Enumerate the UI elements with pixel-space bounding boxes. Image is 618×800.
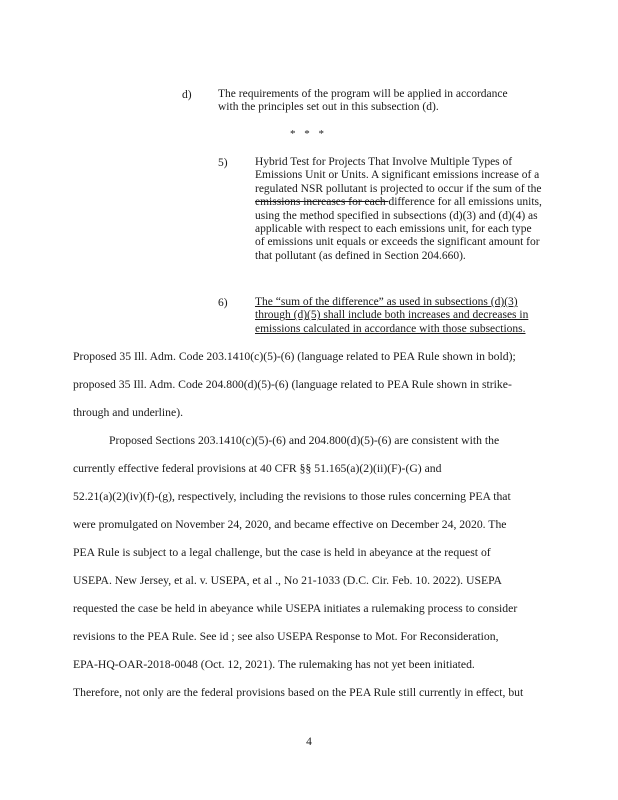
item-6-text	[255, 296, 543, 336]
citation-line-2: proposed 35 Ill. Adm. Code 204.800(d)(5)-(6) (language related to PEA Rule shown in strike-	[73, 378, 512, 391]
paragraph-line-2: currently effective federal provisions at 40 CFR §§ 51.165(a)(2)(ii)(F)-(G) and	[73, 462, 442, 475]
page-number: 4	[306, 736, 312, 748]
paragraph-line-1: Proposed Sections 203.1410(c)(5)-(6) and 204.800(d)(5)-(6) are consistent with the	[109, 434, 500, 447]
item-5-text-after: difference for all emissions units, using the method specified in subsections (d)(3) and (d)(4) as applicable with respect to each emissions unit, for each type of emissions unit equals or exceeds the significant amount for that pollutant (as defined in Section 204.660).	[255, 196, 542, 262]
paragraph-line-10: Therefore, not only are the federal provisions based on the PEA Rule still currently in effect, but	[73, 686, 524, 699]
item-5-marker: 5)	[218, 157, 228, 169]
citation-line-1: Proposed 35 Ill. Adm. Code 203.1410(c)(5)-(6) (language related to PEA Rule shown in bold);	[73, 350, 516, 363]
item-5-text	[255, 156, 543, 263]
ellipsis-stars: * * *	[290, 128, 327, 140]
paragraph-line-9: EPA-HQ-OAR-2018-0048 (Oct. 12, 2021). The rulemaking has not yet been initiated.	[73, 658, 475, 671]
item-5-text-before: Hybrid Test for Projects That Involve Multiple Types of Emissions Unit or Units. A significant emissions increase of a regulated NSR pollutant is projected to occur if the sum of the	[255, 156, 542, 195]
paragraph-line-8: revisions to the PEA Rule. See id ; see also USEPA Response to Mot. For Reconsideration,	[73, 630, 499, 643]
item-d-marker: d)	[182, 89, 192, 101]
paragraph-line-6: USEPA. New Jersey, et al. v. USEPA, et al ., No 21-1033 (D.C. Cir. Feb. 10. 2022). USEPA	[73, 574, 502, 587]
item-5-struck-text: emissions increases for each	[255, 196, 389, 209]
paragraph-line-4: were promulgated on November 24, 2020, and became effective on December 24, 2020. The	[73, 518, 507, 531]
item-6-marker: 6)	[218, 297, 228, 309]
paragraph-line-5: PEA Rule is subject to a legal challenge, but the case is held in abeyance at the request of	[73, 546, 491, 559]
citation-line-3: through and underline).	[73, 406, 184, 419]
item-6-underlined-text: The “sum of the difference” as used in subsections (d)(3) through (d)(5) shall include both increases and decreases in emissions calculated in accordance with those subsections.	[255, 296, 529, 335]
paragraph-line-7: requested the case be held in abeyance while USEPA initiates a rulemaking process to consider	[73, 602, 518, 615]
paragraph-line-3: 52.21(a)(2)(iv)(f)-(g), respectively, including the revisions to those rules concerning PEA that	[73, 490, 511, 503]
item-d-text: The requirements of the program will be applied in accordance with the principles set out in this subsection (d).	[218, 88, 508, 114]
